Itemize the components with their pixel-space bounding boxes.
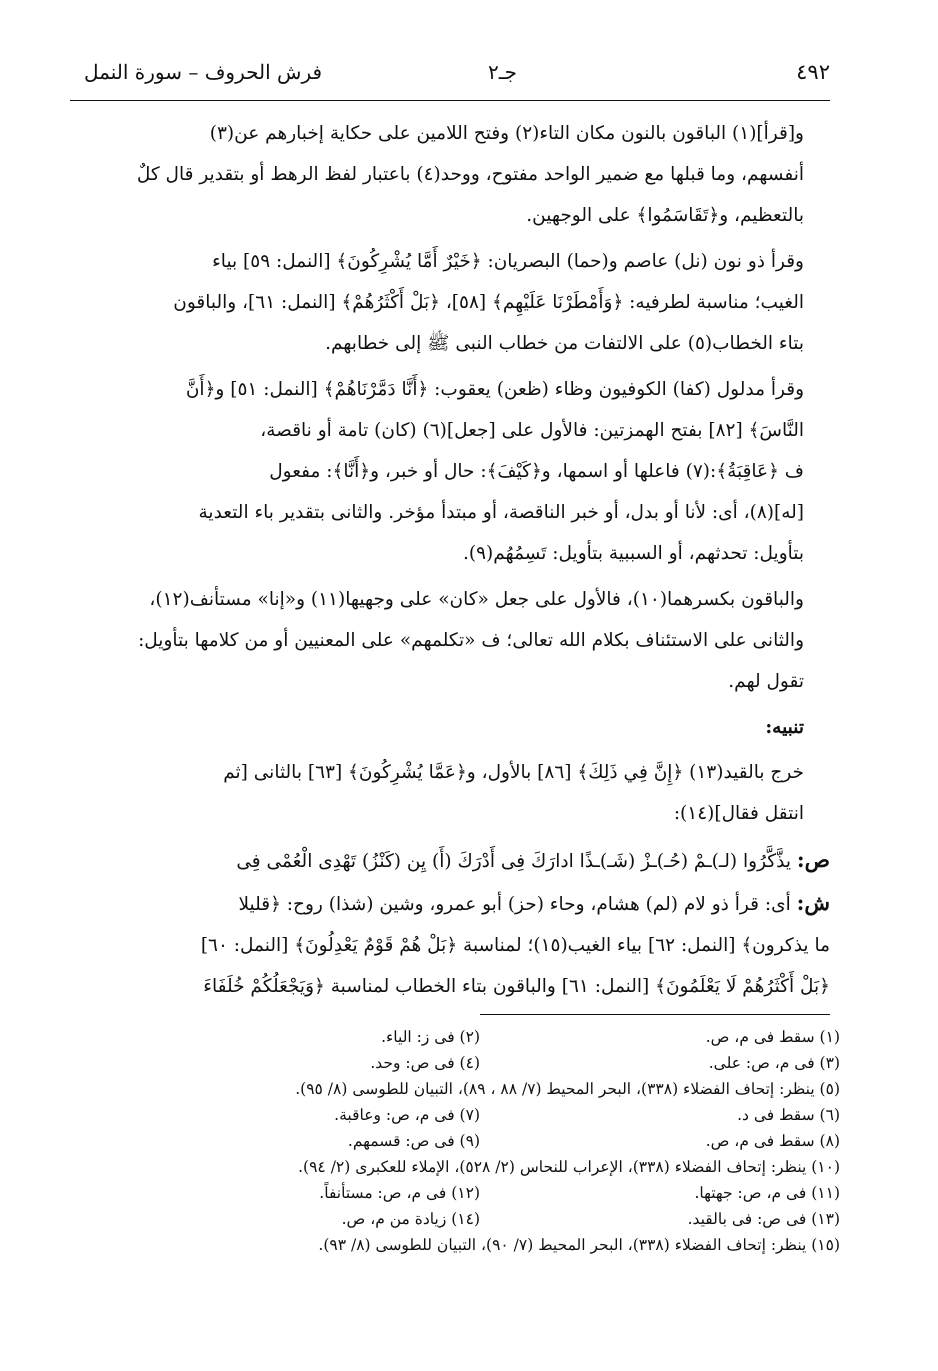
- footnote-row: [120, 1050, 840, 1076]
- footnote-row: [120, 1128, 840, 1154]
- text-line: تقول لهم.: [728, 671, 804, 692]
- text-line: انتقل فقال](١٤):: [673, 803, 804, 824]
- footnote: (٦) سقط فى د.: [737, 1106, 840, 1124]
- running-header: [70, 60, 830, 101]
- text-line: و[قرأ](١) الباقون بالنون مكان التاء(٢) وفتح اللامين على حكاية إخبارهم عن(٣): [209, 123, 804, 144]
- footnote: (٩) فى ص: قسمهم.: [347, 1132, 480, 1150]
- footnotes: [120, 1024, 840, 1258]
- text-line: خرج بالقيد(١٣) ﴿إِنَّ فِي ذَلِكَ﴾ [٨٦] بالأول، و﴿عَمَّا يُشْرِكُونَ﴾ [٦٣] بالثانى [ثم: [223, 762, 804, 783]
- text-line: والباقون بكسرهما(١٠)، فالأول على جعل «كان» على وجهيها(١١) و«إنا» مستأنف(١٢)،: [149, 589, 804, 610]
- commentary-label: ش:: [796, 890, 830, 915]
- text-line: ف ﴿عَاقِبَةُ﴾:(٧) فاعلها أو اسمها، و﴿كَيْفَ﴾: حال أو خبر، و﴿أَنَّا﴾: مفعول: [269, 461, 804, 482]
- footnote-row: [120, 1024, 840, 1050]
- footnote: (٧) فى م، ص: وعاقبة.: [334, 1106, 480, 1124]
- text-line: النَّاسَ﴾ [٨٢] بفتح الهمزتين: فالأول على [جعل](٦) (كان) تامة أو ناقصة،: [260, 420, 804, 441]
- paragraph-5: [80, 752, 830, 834]
- text-line: والثانى على الاستئناف بكلام الله تعالى؛ ف «تكلمهم» على المعنيين أو من كلامها بتأويل:: [138, 630, 804, 651]
- footnote-row: [120, 1154, 840, 1180]
- footnote-row: [120, 1102, 840, 1128]
- text-line: [له](٨)، أى: لأنا أو بدل، أو خبر الناقصة، أو مبتدأ مؤخر. والثانى بتقدير باء التعدية: [198, 502, 804, 523]
- paragraph-1: [80, 113, 830, 236]
- footnote: (١٥) ينظر: إتحاف الفضلاء (٣٣٨)، البحر المحيط (٧/ ٩٠)، التبيان للطوسى (٨/ ٩٣).: [318, 1236, 840, 1254]
- commentary-line: [80, 882, 830, 925]
- verse-label: ص:: [796, 847, 830, 872]
- footnote: (٣) فى م، ص: على.: [708, 1054, 840, 1072]
- text-line: أنفسهم، وما قبلها مع ضمير الواحد مفتوح، ووحد(٤) باعتبار لفظ الرهط أو بتقدير قال كلٌ: [136, 164, 804, 185]
- paragraph-4: [80, 579, 830, 702]
- footnote-row: [120, 1206, 840, 1232]
- footnote: (١١) فى م، ص: جهتها.: [694, 1184, 840, 1202]
- text-line: ما يذكرون﴾ [النمل: ٦٢] بياء الغيب(١٥)؛ لمناسبة ﴿بَلْ هُمْ قَوْمٌ يَعْدِلُونَ﴾ [النمل: ٦٠]: [200, 935, 830, 956]
- verse-line: [80, 839, 830, 882]
- text-line: بتاء الخطاب(٥) على الالتفات من خطاب النبى ﷺ إلى خطابهم.: [325, 333, 804, 354]
- text-line: وقرأ مدلول (كفا) الكوفيون وظاء (ظعن) يعقوب: ﴿أَنَّا دَمَّرْنَاهُمْ﴾ [النمل: ٥١] و﴿أَنَّ: [185, 379, 804, 400]
- text-line: بالتعظيم، و﴿تَقَاسَمُوا﴾ على الوجهين.: [526, 205, 804, 226]
- commentary-text: أى: قرأ ذو لام (لم) هشام، وحاء (حز) أبو عمرو، وشين (شذا) روح: ﴿قليلا: [238, 894, 791, 915]
- verse-text: يذَّكَّرُوا (لـ)ـمْ (حُـ)ـزْ (شَـ)ـذًا ادارَكَ فِى أَدْرَكَ (أَ) يِن (كَنْزُ) تَهْدِى الْعُمْى فِى: [236, 851, 791, 872]
- text-line: ﴿بَلْ أَكْثَرُهُمْ لَا يَعْلَمُونَ﴾ [النمل: ٦١] والباقون بتاء الخطاب لمناسبة ﴿وَيَجْعَلُكُمْ خُلَفَاءَ: [203, 976, 830, 997]
- footnote: (١٤) زيادة من م، ص.: [341, 1210, 480, 1228]
- footnote: (١) سقط فى م، ص.: [705, 1028, 840, 1046]
- text-line: بتأويل: تحدثهم، أو السببية بتأويل: تَسِمُهُم(٩).: [462, 543, 804, 564]
- footnote: (٨) سقط فى م، ص.: [705, 1132, 840, 1150]
- footnote-row: [120, 1076, 840, 1102]
- footnote-separator: [480, 1014, 830, 1015]
- footnote-row: [120, 1232, 840, 1258]
- main-text: [80, 113, 830, 1012]
- footnote: (١٣) فى ص: فى بالقيد.: [687, 1210, 840, 1228]
- footnote: (٥) ينظر: إتحاف الفضلاء (٣٣٨)، البحر المحيط (٧/ ٨٨ ، ٨٩)، التبيان للطوسى (٨/ ٩٥).: [295, 1080, 840, 1098]
- page-number: ٤٩٢: [796, 60, 830, 84]
- footnote-row: [120, 1180, 840, 1206]
- footnote: (١٢) فى م، ص: مستأنفاً.: [319, 1184, 480, 1202]
- footnote: (٤) فى ص: وحد.: [370, 1054, 480, 1072]
- paragraph-2: [80, 241, 830, 364]
- text-line: وقرأ ذو نون (نل) عاصم و(حما) البصريان: ﴿خَيْرٌ أَمَّا يُشْرِكُونَ﴾ [النمل: ٥٩] بياء: [212, 251, 804, 272]
- paragraph-3: [80, 369, 830, 574]
- volume-label: جـ٢: [488, 60, 517, 84]
- footnote: (٢) فى ز: الياء.: [381, 1028, 480, 1046]
- header-title: فرش الحروف – سورة النمل: [84, 60, 323, 84]
- text-line: الغيب؛ مناسبة لطرفيه: ﴿وَأَمْطَرْنَا عَلَيْهِم﴾ [٥٨]، ﴿بَلْ أَكْثَرُهُمْ﴾ [النمل: ٦١]، والباقون: [173, 292, 804, 313]
- footnote: (١٠) ينظر: إتحاف الفضلاء (٣٣٨)، الإعراب للنحاس (٢/ ٥٢٨)، الإملاء للعكبرى (٢/ ٩٤).: [298, 1158, 840, 1176]
- verse-block: [80, 839, 830, 1007]
- section-heading: تنبيه:: [765, 717, 804, 738]
